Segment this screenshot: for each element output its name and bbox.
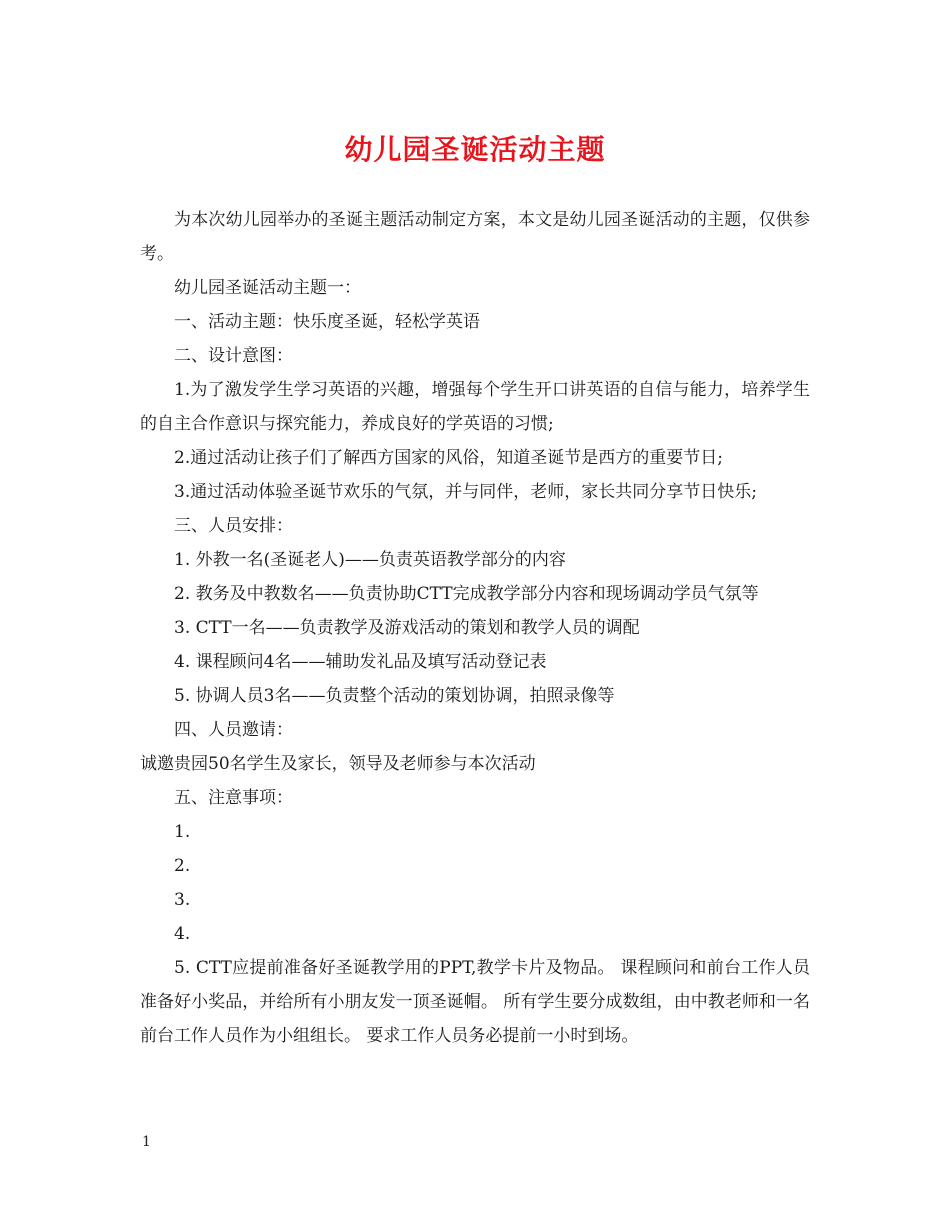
section-heading: 五、注意事项： xyxy=(174,788,293,808)
section-heading: 四、人员邀请： xyxy=(174,720,293,740)
section-heading: 三、人员安排： xyxy=(174,516,293,536)
document-body xyxy=(140,203,810,1053)
list-item: 1.为了激发学生学习英语的兴趣，增强每个学生开口讲英语的自信与能力，培养学生的自主合作意识与探究能力，养成良好的学英语的习惯; xyxy=(140,380,810,434)
list-item: 5. CTT应提前准备好圣诞教学用的PPT,教学卡片及物品。 课程顾问和前台工作人员准备好小奖品，并给所有小朋友发一顶圣诞帽。 所有学生要分成数组，由中教老师和一名前台工作人员作为小组组长。 要求工作人员务必提前一小时到场。 xyxy=(140,958,810,1046)
page-number: 1 xyxy=(142,1134,151,1150)
section-heading: 幼儿园圣诞活动主题一： xyxy=(174,278,361,298)
list-item: 3. CTT一名——负责教学及游戏活动的策划和教学人员的调配 xyxy=(174,618,640,638)
list-item: 1. 外教一名(圣诞老人)——负责英语教学部分的内容 xyxy=(174,550,566,570)
list-item: 1. xyxy=(174,822,191,842)
list-item: 2. xyxy=(174,856,191,876)
list-item: 5. 协调人员3名——负责整个活动的策划协调，拍照录像等 xyxy=(174,686,615,706)
invitation-text: 诚邀贵园50名学生及家长，领导及老师参与本次活动 xyxy=(140,754,536,774)
intro-paragraph: 为本次幼儿园举办的圣诞主题活动制定方案，本文是幼儿园圣诞活动的主题，仅供参考。 xyxy=(140,210,810,264)
page-title: 幼儿园圣诞活动主题 xyxy=(344,133,606,166)
list-item: 3. xyxy=(174,890,191,910)
list-item: 2.通过活动让孩子们了解西方国家的风俗，知道圣诞节是西方的重要节日; xyxy=(174,448,723,468)
activity-theme: 一、活动主题：快乐度圣诞，轻松学英语 xyxy=(174,312,480,332)
list-item: 3.通过活动体验圣诞节欢乐的气氛，并与同伴，老师，家长共同分享节日快乐; xyxy=(174,482,757,502)
list-item: 2. 教务及中教数名——负责协助CTT完成教学部分内容和现场调动学员气氛等 xyxy=(174,584,759,604)
list-item: 4. xyxy=(174,924,191,944)
list-item: 4. 课程顾问4名——辅助发礼品及填写活动登记表 xyxy=(174,652,547,672)
section-heading: 二、设计意图： xyxy=(174,346,293,366)
